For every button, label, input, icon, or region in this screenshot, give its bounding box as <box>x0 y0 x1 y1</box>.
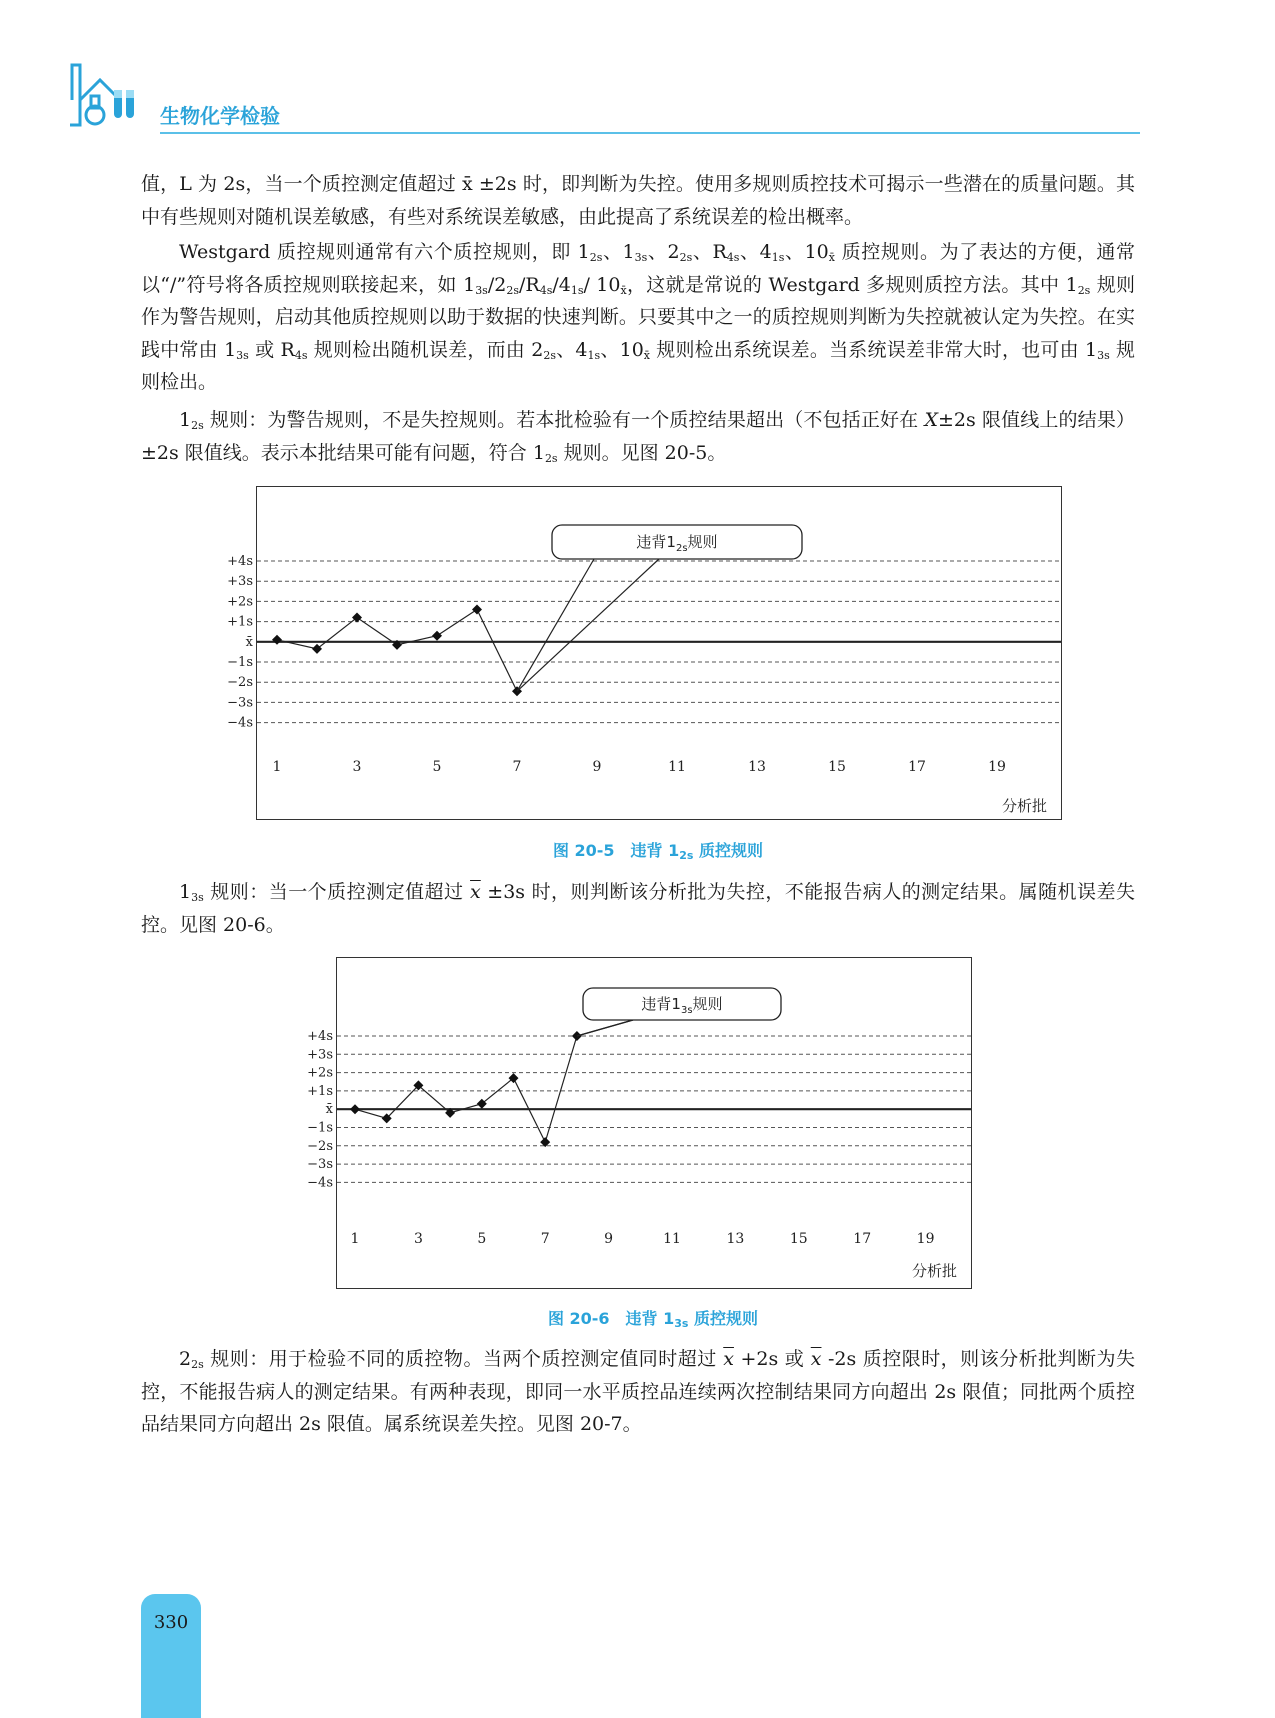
y-tick-label: x̄ <box>325 1102 333 1118</box>
callout-text: 违背$1_{3s}$规则 <box>641 995 723 1016</box>
chart-12s-svg <box>227 487 1061 819</box>
x-tick-label: 7 <box>512 759 522 775</box>
y-tick-label: −3s <box>307 1157 333 1173</box>
chart-13s <box>307 957 972 1289</box>
chart-13s-svg <box>307 958 971 1288</box>
x-tick-label: 7 <box>540 1231 550 1247</box>
x-tick-label: 1 <box>350 1231 360 1247</box>
y-tick-label: +1s <box>227 614 253 630</box>
y-tick-label: +3s <box>307 1047 333 1063</box>
y-tick-label: −1s <box>227 655 253 670</box>
series-line <box>355 1036 577 1142</box>
y-tick-label: −1s <box>307 1120 333 1136</box>
x-tick-label: 15 <box>828 759 846 775</box>
y-tick-label: +1s <box>307 1083 333 1099</box>
x-tick-label: 5 <box>432 759 442 775</box>
page-number: 330 <box>153 1612 189 1633</box>
x-tick-label: 3 <box>413 1231 423 1247</box>
x-tick-label: 5 <box>477 1231 487 1247</box>
chart-12s <box>227 486 1062 820</box>
x-tick-label: 13 <box>748 759 766 775</box>
callout-pointer <box>517 559 659 691</box>
callout-pointer <box>517 559 594 691</box>
x-axis-label: 分析批 <box>1001 797 1047 815</box>
callout-text: 违背$1_{2s}$规则 <box>636 533 718 554</box>
y-tick-label: −2s <box>307 1138 333 1154</box>
x-tick-label: 1 <box>272 759 282 775</box>
data-point <box>432 631 442 641</box>
y-tick-label: +2s <box>227 594 253 610</box>
callout-pointer <box>577 1020 633 1036</box>
paragraph-rule-13s: $1_{3s}$ 规则：当一个质控测定值超过 $\overline{x} \pm 3s$ 时，则判断该分析批为失控，不能报告病人的测定结果。属随机误差失控。见图 20-6。 <box>141 881 1135 936</box>
x-tick-label: 17 <box>853 1231 872 1247</box>
header-rule <box>160 132 1140 134</box>
data-point <box>272 635 282 645</box>
data-point <box>472 604 482 614</box>
y-tick-label: +3s <box>227 574 253 590</box>
x-tick-label: 9 <box>592 759 602 775</box>
paragraph-rule-12s: $1_{2s}$ 规则：为警告规则，不是失控规则。若本批检验有一个质控结果超出（不包括正好在 X±2s 限值线上的结果）±2s 限值线。表示本批结果可能有问题，符合 $1_{2s}$ 规则。见图 20-5。 <box>141 409 1135 465</box>
figure-caption-20-5: 图 20-5 违背 $1_{2s}$ 质控规则 <box>552 841 764 862</box>
y-tick-label: −2s <box>227 675 253 691</box>
x-tick-label: 17 <box>908 759 926 775</box>
lab-flask-icon <box>70 60 150 135</box>
y-tick-label: −4s <box>307 1175 333 1191</box>
x-tick-label: 19 <box>988 759 1006 775</box>
data-point <box>350 1104 360 1114</box>
y-tick-label: +2s <box>307 1065 333 1081</box>
paragraph-rule-22s: $2_{2s}$ 规则：用于检验不同的质控物。当两个质控测定值同时超过 $\overline{x} +2s$ 或 $\overline{x}$ -2s 质控限时，则该分析批判断为失控，不能报告病人的测定结果。有两种表现，即同一水平质控品连续两次控制结果同方向超出 2s 限值；同批两个质控品结果同方向超出 2s 限值。属系统误差失控。见图 20-7。 <box>141 1348 1135 1435</box>
x-tick-label: 19 <box>916 1231 935 1247</box>
x-tick-label: 3 <box>352 759 362 775</box>
x-tick-label: 9 <box>604 1231 614 1247</box>
x-tick-label: 13 <box>726 1231 745 1247</box>
y-tick-label: +4s <box>307 1029 333 1044</box>
x-tick-label: 11 <box>668 759 686 775</box>
y-tick-label: −4s <box>227 715 253 731</box>
y-tick-label: +4s <box>227 554 253 569</box>
page-header <box>70 60 1140 135</box>
y-tick-label: −3s <box>227 695 253 711</box>
x-tick-label: 15 <box>789 1231 808 1247</box>
paragraph-1: 值，L 为 2s，当一个质控测定值超过 x̄ ±2s 时，即判断为失控。使用多规则质控技术可揭示一些潜在的质量问题。其中有些规则对随机误差敏感，有些对系统误差敏感，由此提高了系统误差的检出概率。 <box>141 173 1135 228</box>
paragraph-westgard: Westgard 质控规则通常有六个质控规则，即 $1_{2s}$、$1_{3s}$、$2_{2s}$、$R_{4s}$、$4_{1s}$、$10_{x̄}$ 质控规则。为了表达的方便，通常以“/”符号将各质控规则联接起来，如 $1_{3s}/2_{2s}/R_{4s}/4_{1s}/$ $10_{x̄}$，这就是常说的 Westgard 多规则质控方法。其中 $1_{2s}$ 规则作为警告规则，启动其他质控规则以助于数据的快速判断。只要其中之一的质控规则判断为失控就被认定为失控。在实践中常由 $1_{3s}$ 或 $R_{4s}$ 规则检出随机误差，而由 $2_{2s}$、$4_{1s}$、$10_{x̄}$ 规则检出系统误差。当系统误差非常大时，也可由 $1_{3s}$ 规则检出。 <box>141 241 1136 393</box>
figure-caption-20-6: 图 20-6 违背 $1_{3s}$ 质控规则 <box>547 1309 759 1330</box>
book-title: 生物化学检验 <box>160 104 280 128</box>
x-axis-label: 分析批 <box>911 1262 957 1280</box>
y-tick-label: x̄ <box>245 634 253 650</box>
x-tick-label: 11 <box>663 1231 681 1247</box>
